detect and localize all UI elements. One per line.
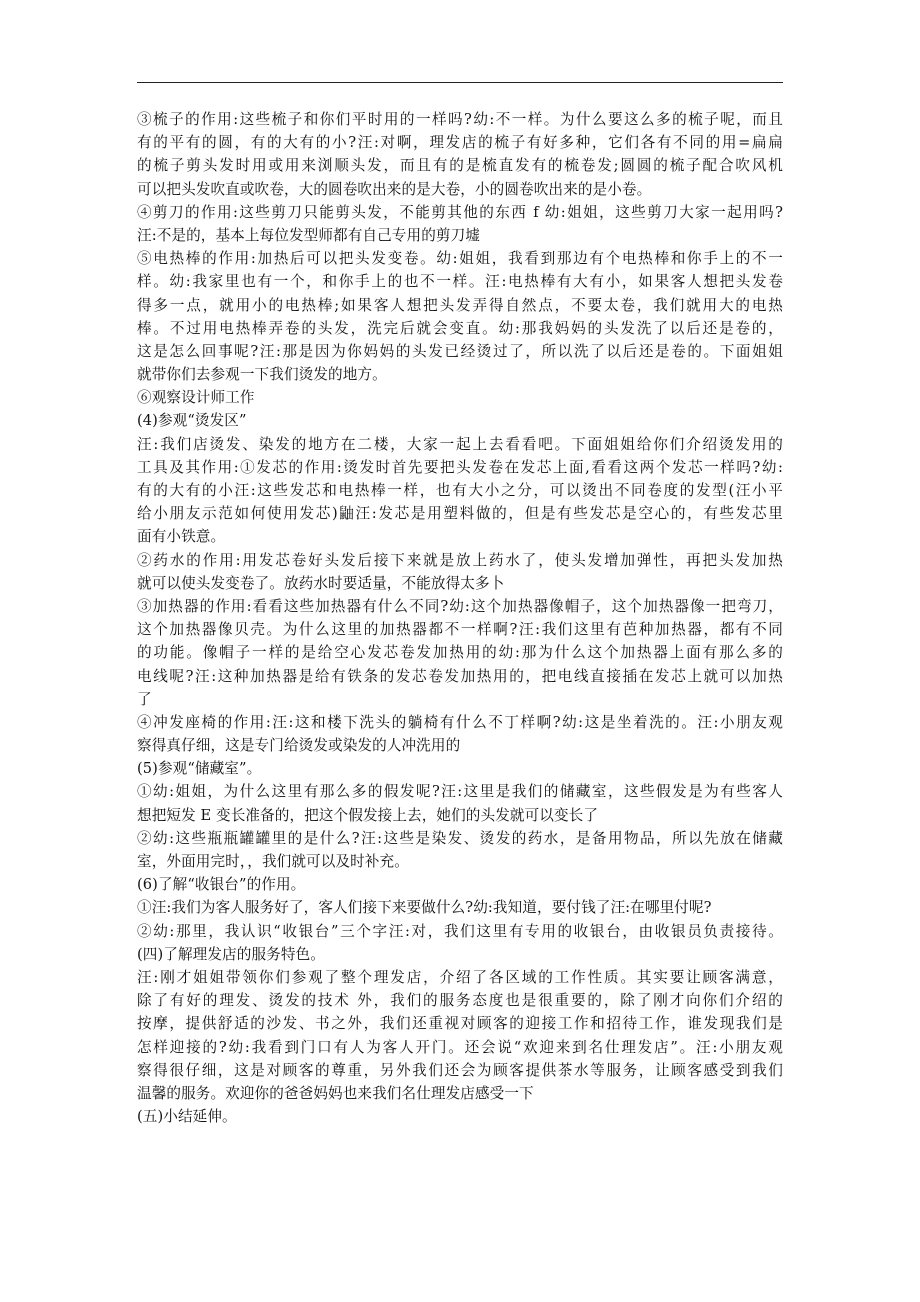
text-line: (4)参观“烫发区”: [137, 412, 247, 430]
text-line: 察得很仔细，这是对顾客的尊重，另外我们还会为顾客提供茶水等服务，让顾客感受到我们: [137, 1061, 783, 1079]
text-line: ③梳子的作用:这些梳子和你们平时用的一样吗?幼:不一样。为什么要这么多的梳子呢，而且: [137, 111, 783, 128]
text-line: 得多一点，就用小的电热棒;如果客人想把头发弄得自然点，不要太卷，我们就用大的电热: [137, 296, 783, 314]
text-line: 这是怎么回事呢?汪:那是因为你妈妈的头发已经烫过了，所以洗了以后还是卷的。下面姐姐: [137, 342, 783, 360]
text-line: 可以把头发吹直或吹卷，大的圆卷吹出来的是大卷，小的圆卷吹出来的是小卷。: [137, 180, 652, 198]
text-line: 了: [137, 690, 152, 708]
text-line: 汪:不是的，基本上每位发型师都有自己专用的剪刀墟: [137, 226, 480, 244]
text-line: ②幼:那里，我认识“收银台”三个字汪:对，我们这里有专用的收银台，由收银员负责接待。: [137, 922, 783, 940]
text-line: ⑤电热棒的作用:加热后可以把头发变卷。幼:姐姐，我看到那边有个电热棒和你手上的不一: [137, 250, 783, 268]
text-line: (五)小结延伸。: [137, 1108, 237, 1126]
text-line: 按摩，提供舒适的沙发、书之外，我们还重视对顾客的迎接工作和招待工作，谁发现我们是: [137, 1015, 783, 1033]
text-line: 样。幼:我家里也有一个，和你手上的也不一样。汪:电热棒有大有小，如果客人想把头发卷: [137, 273, 783, 291]
header-rule: [137, 82, 783, 83]
text-line: 有的大有的小汪:这些发芯和电热棒一样，也有大小之分，可以烫出不同卷度的发型(汪小平: [137, 482, 783, 499]
text-line: 汪:刚才姐姐带领你们参观了整个理发店，介绍了各区域的工作性质。其实要让顾客满意，: [137, 968, 783, 986]
text-line: ①汪:我们为客人服务好了，客人们接下来要做什么?幼:我知道，要付钱了汪:在哪里付呢?: [137, 899, 712, 917]
text-line: 这个加热器像贝壳。为什么这里的加热器都不一样啊?汪:我们这里有芭种加热器，都有不同: [137, 621, 783, 639]
document-body: [137, 108, 787, 1128]
text-line: 除了有好的理发、烫发的技术 外，我们的服务态度也是很重要的，除了刚才向你们介绍的: [137, 992, 783, 1010]
text-line: ②幼:这些瓶瓶罐罐里的是什么?汪:这些是染发、烫发的药水，是备用物品，所以先放在储藏: [137, 829, 783, 847]
text-line: 怎样迎接的?幼:我看到门口有人为客人开门。还会说“欢迎来到名仕理发店”。汪:小朋友观: [137, 1038, 783, 1056]
text-line: 电线呢?汪:这种加热器是给有铁条的发芯卷发加热用的，把电线直接插在发芯上就可以加热: [137, 667, 783, 685]
text-line: 有的平有的圆，有的大有的小?汪:对啊，理发店的梳子有好多种，它们各有不同的用=扁扁: [137, 134, 783, 152]
text-line: 面有小铁意。: [137, 528, 226, 546]
text-line: (6)了解“收银台”的作用。: [137, 876, 306, 894]
text-line: ④剪刀的作用:这些剪刀只能剪头发，不能剪其他的东西 f 幼:姐姐，这些剪刀大家一起用吗?: [137, 203, 783, 221]
text-line: ②药水的作用:用发芯卷好头发后接下来就是放上药水了，使头发增加弹性，再把头发加热: [137, 551, 783, 569]
text-line: ④冲发座椅的作用:汪:这和楼下洗头的躺椅有什么不丁样啊?幼:这是坐着洗的。汪:小朋友观: [137, 713, 783, 731]
text-line: ①幼:姐姐，为什么这里有那么多的假发呢?汪:这里是我们的储藏室，这些假发是为有些客人: [137, 783, 783, 801]
text-line: 室，外面用完时，，我们就可以及时补充。: [137, 853, 409, 870]
text-line: ③加热器的作用:看看这些加热器有什么不同?幼:这个加热器像帽子，这个加热器像一把弯刀，: [137, 597, 783, 615]
text-line: 汪:我们店烫发、染发的地方在二楼，大家一起上去看看吧。下面姐姐给你们介绍烫发用的: [137, 435, 783, 453]
text-line: 察得真仔细，这是专门给烫发或染发的人冲洗用的: [137, 737, 461, 755]
text-line: 就带你们去参观一下我们烫发的地方。: [137, 366, 387, 384]
text-line: 想把短发 E 变长准备的，把这个假发接上去，她们的头发就可以变长了: [137, 806, 599, 824]
text-line: 的梳子剪头发时用或用来浏顺头发，而且有的是梳直发有的梳卷发;圆圆的梳子配合吹风机: [137, 157, 783, 175]
text-line: 给小朋友示范如何使用发芯)鼬汪:发芯是用塑料做的，但是有些发芯是空心的，有些发芯里: [137, 505, 783, 523]
text-line: 的功能。像帽子一样的是给空心发芯卷发加热用的幼:那为什么这个加热器上面有那么多的: [137, 644, 783, 662]
text-line: ⑥观察设计师工作: [137, 389, 255, 407]
text-line: 就可以使头发变卷了。放药水时要适量，不能放得太多卜: [137, 574, 505, 592]
text-line: (四)了解理发店的服务特色。: [137, 945, 325, 963]
text-line: 工具及其作用:①发芯的作用:烫发时首先要把头发卷在发芯上面,看看这两个发芯一样吗?幼:: [137, 458, 783, 476]
text-line: (5)参观“储藏室”。: [137, 760, 262, 778]
text-line: 棒。不过用电热棒弄卷的头发，洗完后就会变直。幼:那我妈妈的头发洗了以后还是卷的，: [137, 319, 783, 337]
text-line: 温馨的服务。欢迎你的爸爸妈妈也来我们名仕理发店感受一下: [137, 1084, 534, 1102]
